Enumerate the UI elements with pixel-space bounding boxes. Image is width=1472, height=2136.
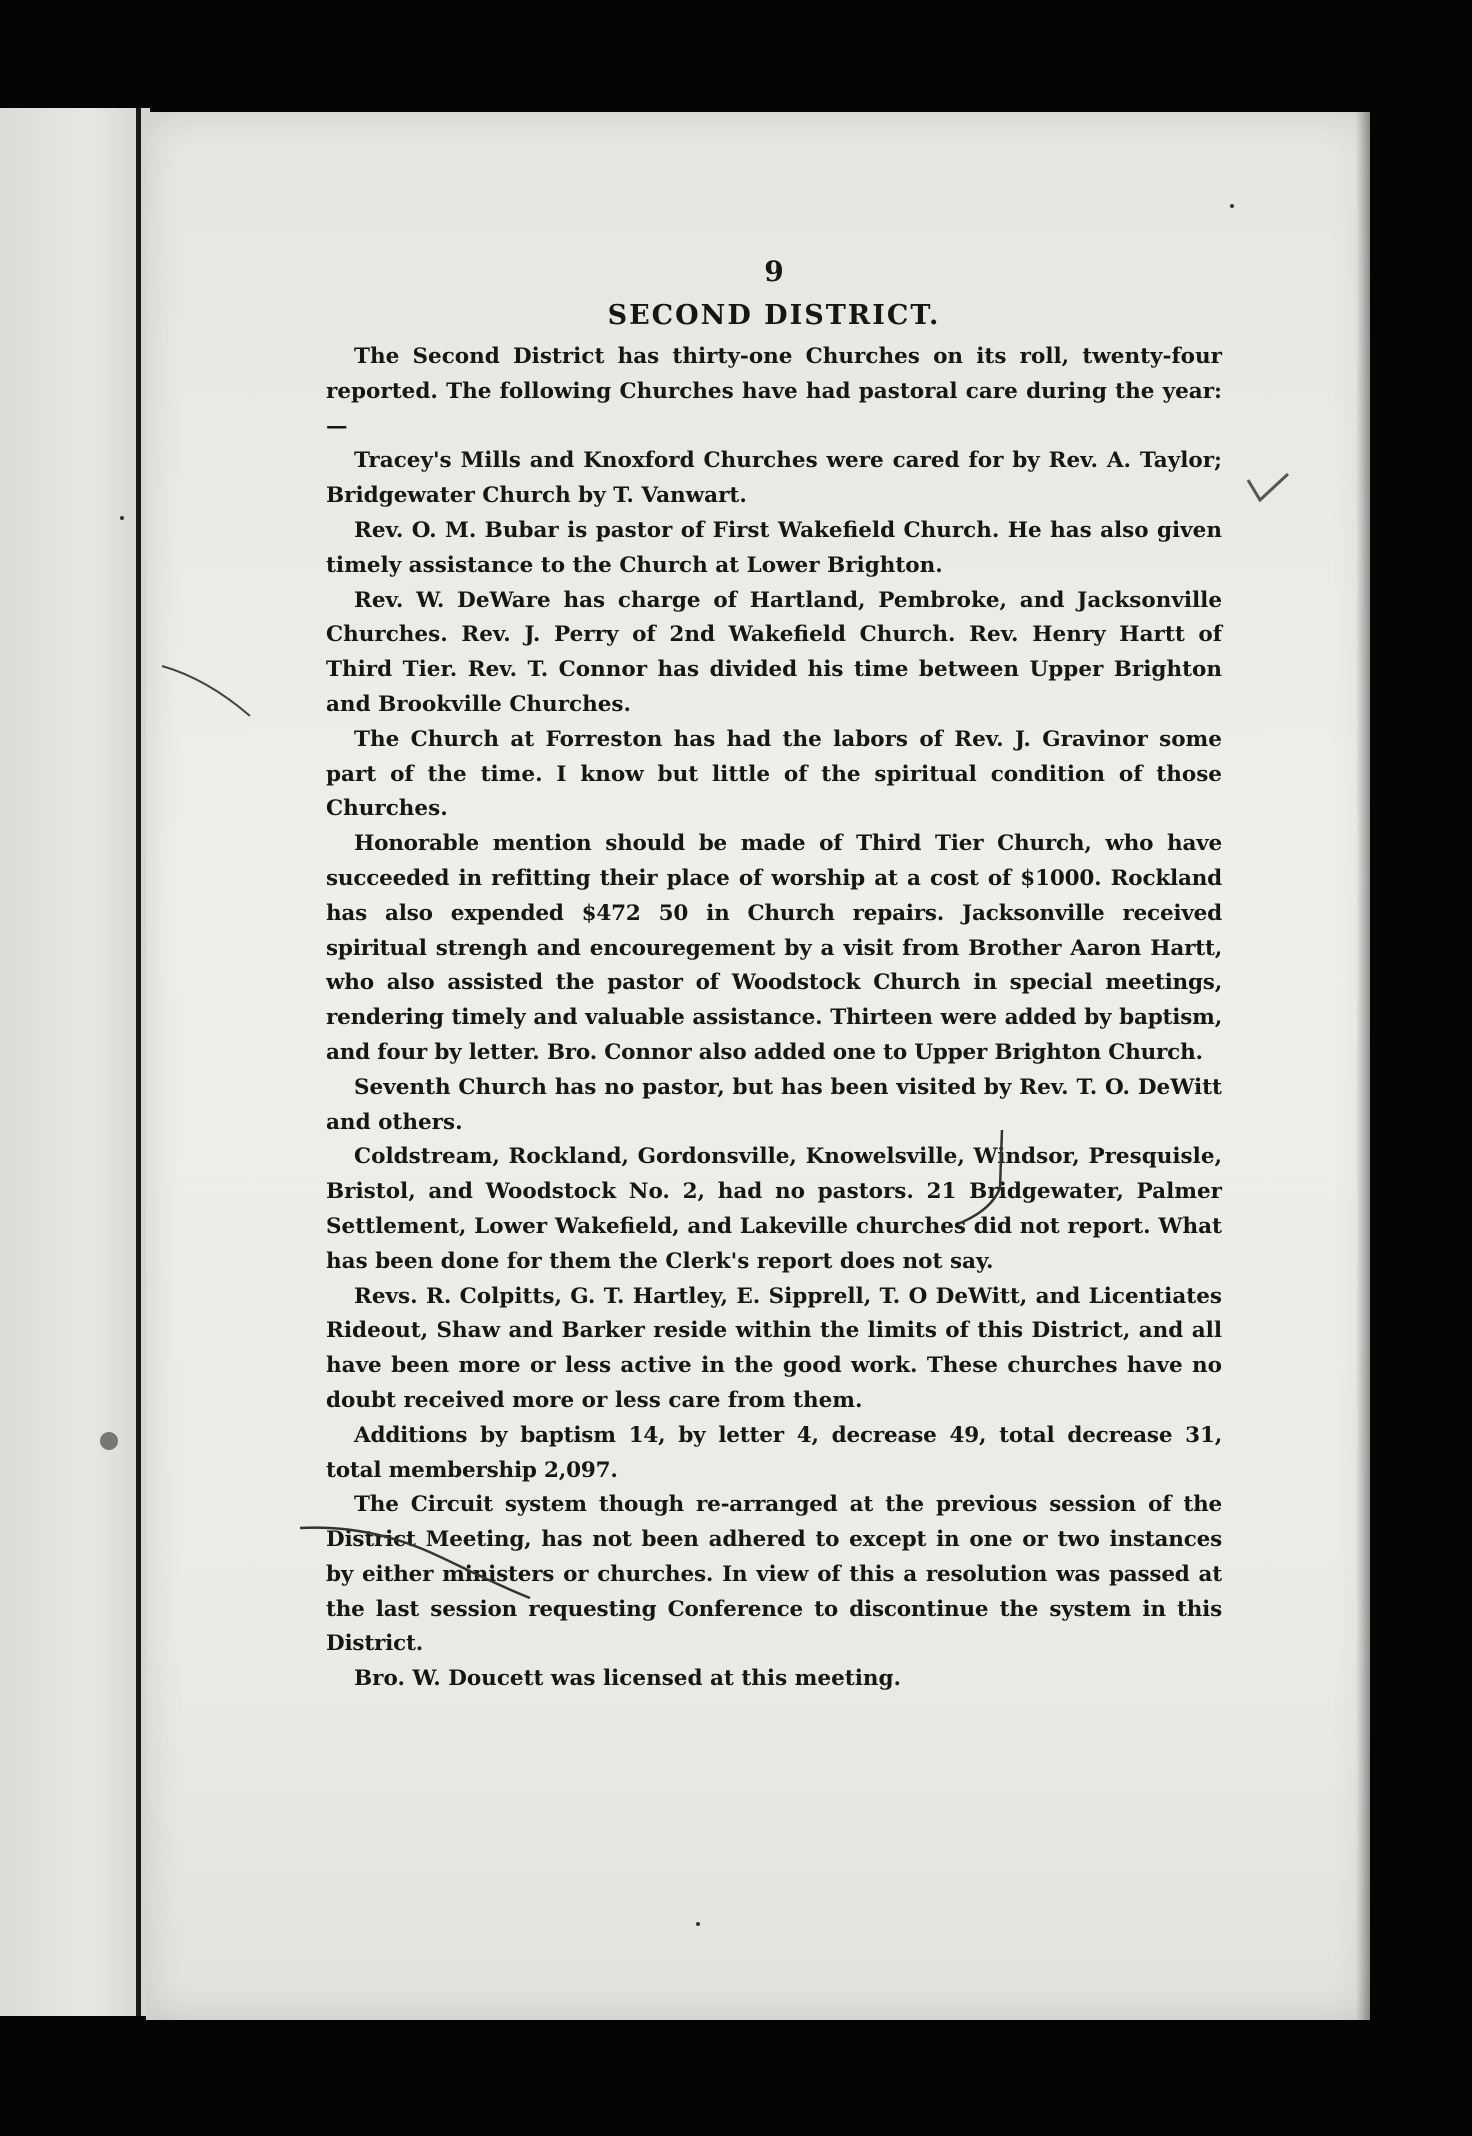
paragraph-6: Honorable mention should be made of Third Tier Church, who have succeeded in refitting their place of worship at a cost of $1000. Rockland has also expended $472 50 in Church repairs. Jacksonville received spiritual strengh and encouregement by a visit from Brother Aaron Hartt, who also assisted the pastor of Woodstock Church in special meetings, rendering timely and valuable assistance. Thirteen were added by baptism, and four by letter. Bro. Connor also added one to Upper Brighton Church.	[326, 831, 1222, 1065]
paragraph-10: Additions by baptism 14, by letter 4, decrease 49, total decrease 31, total membership 2,097.	[326, 1422, 1222, 1483]
pencil-stroke-mark-2	[952, 1128, 1032, 1238]
paragraph-1: The Second District has thirty-one Churches on its roll, twenty-four reported. The following Churches have had pastoral care during the year:—	[326, 344, 1222, 439]
paragraph-3: Rev. O. M. Bubar is pastor of First Wakefield Church. He has also given timely assistance to the Church at Lower Brighton.	[326, 517, 1222, 578]
section-heading: SECOND DISTRICT.	[607, 300, 941, 331]
scan-speck	[696, 1922, 700, 1926]
pencil-stroke-mark-3	[160, 660, 260, 720]
page-edge-shadow	[1356, 112, 1370, 2020]
paragraph-2: Tracey's Mills and Knoxford Churches were cared for by Rev. A. Taylor; Bridgewater Church by T. Vanwart.	[326, 448, 1222, 509]
page-text	[326, 252, 1222, 1697]
paragraph-5: The Church at Forreston has had the labors of Rev. J. Gravinor some part of the time. I know but little of the spiritual condition of those Churches.	[326, 726, 1222, 822]
scan-speck	[120, 516, 124, 520]
page-number: 9	[764, 255, 784, 288]
paragraph-7: Seventh Church has no pastor, but has been visited by Rev. T. O. DeWitt and others.	[326, 1074, 1222, 1135]
scan-speck	[100, 1432, 118, 1450]
facing-page-edge	[0, 108, 150, 2016]
binding-line	[136, 108, 141, 2016]
pencil-stroke-mark	[300, 1488, 560, 1608]
pencil-checkmark-icon	[1244, 470, 1294, 510]
paragraph-8: Coldstream, Rockland, Gordonsville, Knowelsville, Windsor, Presquisle, Bristol, and Woodstock No. 2, had no pastors. 21 Bridgewater, Palmer Settlement, Lower Wakefield, and Lakeville churches did not report. What has been done for them the Clerk's report does not say.	[326, 1144, 1222, 1274]
paragraph-4: Rev. W. DeWare has charge of Hartland, Pembroke, and Jacksonville Churches. Rev. J. Perry of 2nd Wakefield Church. Rev. Henry Hartt of Third Tier. Rev. T. Connor has divided his time between Upper Brighton and Brookville Churches.	[326, 587, 1222, 717]
paragraph-11: The Circuit system though re-arranged at the previous session of the District Meeting, has not been adhered to except in one or two instances by either ministers or churches. In view of this a resolution was passed at the last session requesting Conference to discontinue the system in this District.	[326, 1492, 1222, 1657]
paragraph-9: Revs. R. Colpitts, G. T. Hartley, E. Sipprell, T. O DeWitt, and Licentiates Rideout, Shaw and Barker reside within the limits of this District, and all have been more or less active in the good work. These churches have no doubt received more or less care from them.	[326, 1283, 1222, 1413]
scan-speck	[1230, 204, 1234, 208]
paragraph-12: Bro. W. Doucett was licensed at this meeting.	[354, 1666, 902, 1692]
